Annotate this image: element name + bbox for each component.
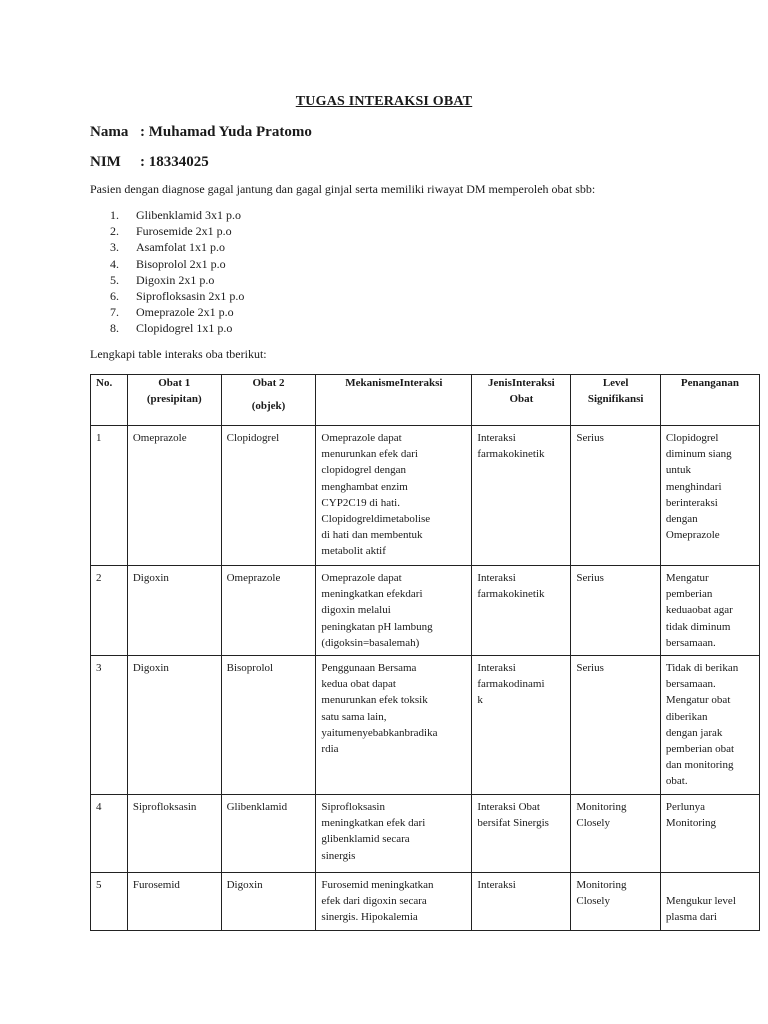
table-row	[91, 426, 760, 566]
cell-obat2: Omeprazole	[221, 566, 316, 656]
drug-text: Digoxin 2x1 p.o	[136, 272, 215, 287]
cell-penanganan	[660, 426, 759, 566]
cell-level	[571, 426, 661, 566]
cell-jenis	[472, 873, 571, 931]
cell-line: Monitoring	[665, 817, 717, 830]
header-mekanisme: MekanismeInteraksi	[316, 375, 472, 426]
cell-line: Siprofloksasin	[321, 801, 385, 814]
cell-line	[666, 877, 754, 893]
name-value: : Muhamad Yuda Pratomo	[140, 124, 312, 140]
drug-list-item	[110, 239, 244, 255]
table-intro: Lengkapi table interaks oba tberikut:	[90, 347, 267, 361]
cell-level	[571, 795, 661, 873]
drug-list-item	[110, 288, 244, 304]
cell-line: Closely	[576, 817, 610, 830]
cell-line: Monitoring	[576, 879, 627, 892]
cell-jenis	[472, 426, 571, 566]
cell-line: sinergis	[321, 849, 356, 862]
nim-label: NIM	[90, 154, 121, 170]
cell-line: Penggunaan Bersama	[321, 662, 417, 675]
header-obat1: Obat 1 (presipitan)	[127, 375, 221, 426]
name-label: Nama	[90, 124, 129, 140]
cell-line: plasma dari	[665, 911, 717, 924]
table-row	[91, 795, 760, 873]
cell-mekanisme	[316, 566, 472, 656]
cell-line: Mengatur	[665, 572, 709, 584]
cell-line: Interaksi Obat	[477, 801, 540, 814]
cell-line: Monitoring	[576, 801, 627, 814]
cell-line: pemberian obat	[665, 743, 735, 756]
cell-mekanisme	[316, 873, 472, 931]
cell-jenis	[472, 656, 571, 795]
drug-number: 2.	[110, 224, 119, 239]
cell-line: dengan	[665, 513, 698, 526]
drug-list-item	[110, 256, 244, 272]
cell-line: yaitumenyebabkanbradika	[321, 726, 438, 739]
cell-line: peningkatan pH lambung	[321, 620, 433, 633]
table-body	[91, 426, 760, 931]
cell-line: Clopidogreldimetabolise	[321, 513, 431, 526]
cell-line: menghindari	[665, 480, 722, 493]
cell-line: keduaobat agar	[665, 604, 733, 617]
cell-line: Serius	[576, 662, 604, 675]
cell-obat2: Digoxin	[221, 873, 316, 931]
drug-list-item	[110, 320, 244, 336]
cell-line: Interaksi	[477, 432, 516, 444]
cell-mekanisme	[316, 795, 472, 873]
drug-text: Siprofloksasin 2x1 p.o	[136, 288, 245, 303]
cell-line: satu sama lain,	[321, 710, 387, 723]
cell-line: Omeprazole dapat	[321, 432, 402, 444]
drug-list-item	[110, 223, 244, 239]
drug-text: Furosemide 2x1 p.o	[136, 224, 232, 239]
cell-penanganan	[660, 795, 759, 873]
cell-line: Tidak di berikan	[665, 662, 739, 675]
cell-line: Omeprazole dapat	[321, 572, 402, 584]
drug-number: 1.	[110, 208, 119, 222]
table-row	[91, 873, 760, 931]
cell-line: pemberian	[665, 588, 713, 601]
cell-line: farmakokinetik	[477, 588, 545, 601]
drug-number: 3.	[110, 240, 119, 255]
drug-text: Bisoprolol 2x1 p.o	[136, 256, 226, 271]
drug-text: Glibenklamid 3x1 p.o	[136, 208, 241, 222]
header-penanganan: Penanganan	[660, 375, 759, 426]
cell-obat2: Bisoprolol	[221, 656, 316, 795]
cell-level	[571, 873, 661, 931]
cell-line: berinteraksi	[665, 496, 718, 509]
cell-obat1: Digoxin	[127, 566, 221, 656]
cell-mekanisme	[316, 656, 472, 795]
cell-penanganan	[660, 566, 759, 656]
header-level: Level Signifikansi	[571, 375, 661, 426]
cell-line: rdia	[321, 743, 339, 756]
cell-no: 1	[91, 426, 128, 566]
cell-line: k	[477, 694, 483, 707]
cell-mekanisme	[316, 426, 472, 566]
cell-line: menghambat enzim	[321, 480, 408, 493]
cell-no: 5	[91, 873, 128, 931]
cell-line: Serius	[576, 572, 604, 584]
drug-text: Omeprazole 2x1 p.o	[136, 305, 234, 320]
name-field	[90, 124, 312, 141]
cell-line: untuk	[665, 464, 691, 477]
cell-no: 2	[91, 566, 128, 656]
cell-line: Serius	[576, 432, 604, 444]
cell-line: Interaksi	[477, 572, 516, 584]
cell-level	[571, 656, 661, 795]
cell-line: farmakokinetik	[477, 448, 545, 461]
drug-number: 6.	[110, 288, 119, 303]
header-obat2: Obat 2 (objek)	[221, 375, 316, 426]
cell-line: CYP2C19 di hati.	[321, 496, 400, 509]
cell-line: diberikan	[665, 710, 708, 723]
interaction-table	[90, 374, 760, 931]
cell-line: metabolit aktif	[321, 545, 386, 558]
cell-line: kedua obat dapat	[321, 678, 396, 691]
cell-line: menurunkan efek toksik	[321, 694, 428, 707]
cell-line: dengan jarak	[665, 726, 723, 739]
drug-text: Asamfolat 1x1 p.o	[136, 240, 225, 255]
cell-line: sinergis. Hipokalemia	[321, 911, 418, 924]
cell-penanganan	[660, 873, 759, 931]
cell-no: 3	[91, 656, 128, 795]
table-row	[91, 566, 760, 656]
cell-obat1: Siprofloksasin	[127, 795, 221, 873]
drug-number: 8.	[110, 321, 119, 336]
cell-line: Clopidogrel	[665, 432, 719, 444]
cell-line: Perlunya	[665, 801, 706, 814]
cell-line: glibenklamid secara	[321, 833, 410, 846]
cell-line: digoxin melalui	[321, 604, 391, 617]
table-header-row	[91, 375, 760, 426]
drug-list	[110, 207, 244, 337]
cell-line: Closely	[576, 895, 610, 908]
cell-obat2: Clopidogrel	[221, 426, 316, 566]
cell-line: bersamaan.	[665, 636, 716, 649]
nim-value: : 18334025	[140, 154, 209, 170]
cell-line: Mengukur level	[665, 895, 736, 908]
header-jenis: JenisInteraksi Obat	[472, 375, 571, 426]
cell-line: dan monitoring	[665, 759, 734, 772]
cell-obat2: Glibenklamid	[221, 795, 316, 873]
cell-jenis	[472, 566, 571, 656]
cell-line: diminum siang	[665, 448, 732, 461]
patient-intro: Pasien dengan diagnose gagal jantung dan gagal ginjal serta memiliki riwayat DM memperoleh obat sbb:	[90, 182, 596, 196]
cell-penanganan	[660, 656, 759, 795]
drug-number: 7.	[110, 305, 119, 320]
cell-line: menurunkan efek dari	[321, 448, 418, 461]
drug-number: 4.	[110, 256, 119, 271]
cell-line: meningkatkan efek dari	[321, 817, 426, 830]
cell-line: Interaksi	[477, 879, 516, 892]
cell-obat1: Omeprazole	[127, 426, 221, 566]
cell-level	[571, 566, 661, 656]
cell-line: bersifat Sinergis	[477, 817, 549, 830]
cell-no: 4	[91, 795, 128, 873]
cell-line: Interaksi	[477, 662, 516, 675]
cell-line: clopidogrel dengan	[321, 464, 407, 477]
drug-number: 5.	[110, 272, 119, 287]
cell-line: Furosemid meningkatkan	[321, 879, 434, 892]
drug-list-item	[110, 207, 244, 223]
drug-list-item	[110, 304, 244, 320]
table-row	[91, 656, 760, 795]
cell-line: bersamaan.	[665, 678, 716, 691]
cell-line: Omeprazole	[665, 529, 720, 542]
cell-line: meningkatkan efekdari	[321, 588, 423, 601]
drug-text: Clopidogrel 1x1 p.o	[136, 321, 233, 336]
cell-obat1: Digoxin	[127, 656, 221, 795]
cell-obat1: Furosemid	[127, 873, 221, 931]
cell-line: farmakodinami	[477, 678, 545, 691]
cell-line: di hati dan membentuk	[321, 529, 423, 542]
cell-jenis	[472, 795, 571, 873]
cell-line: Mengatur obat	[665, 694, 731, 707]
nim-field	[90, 154, 209, 171]
drug-list-item	[110, 272, 244, 288]
cell-line: efek dari digoxin secara	[321, 895, 427, 908]
cell-line: obat.	[665, 775, 688, 788]
cell-line: tidak diminum	[665, 620, 731, 633]
document-title: TUGAS INTERAKSI OBAT	[295, 94, 473, 109]
header-no: No.	[91, 375, 128, 426]
cell-line: (digoksin=basalemah)	[321, 636, 420, 649]
